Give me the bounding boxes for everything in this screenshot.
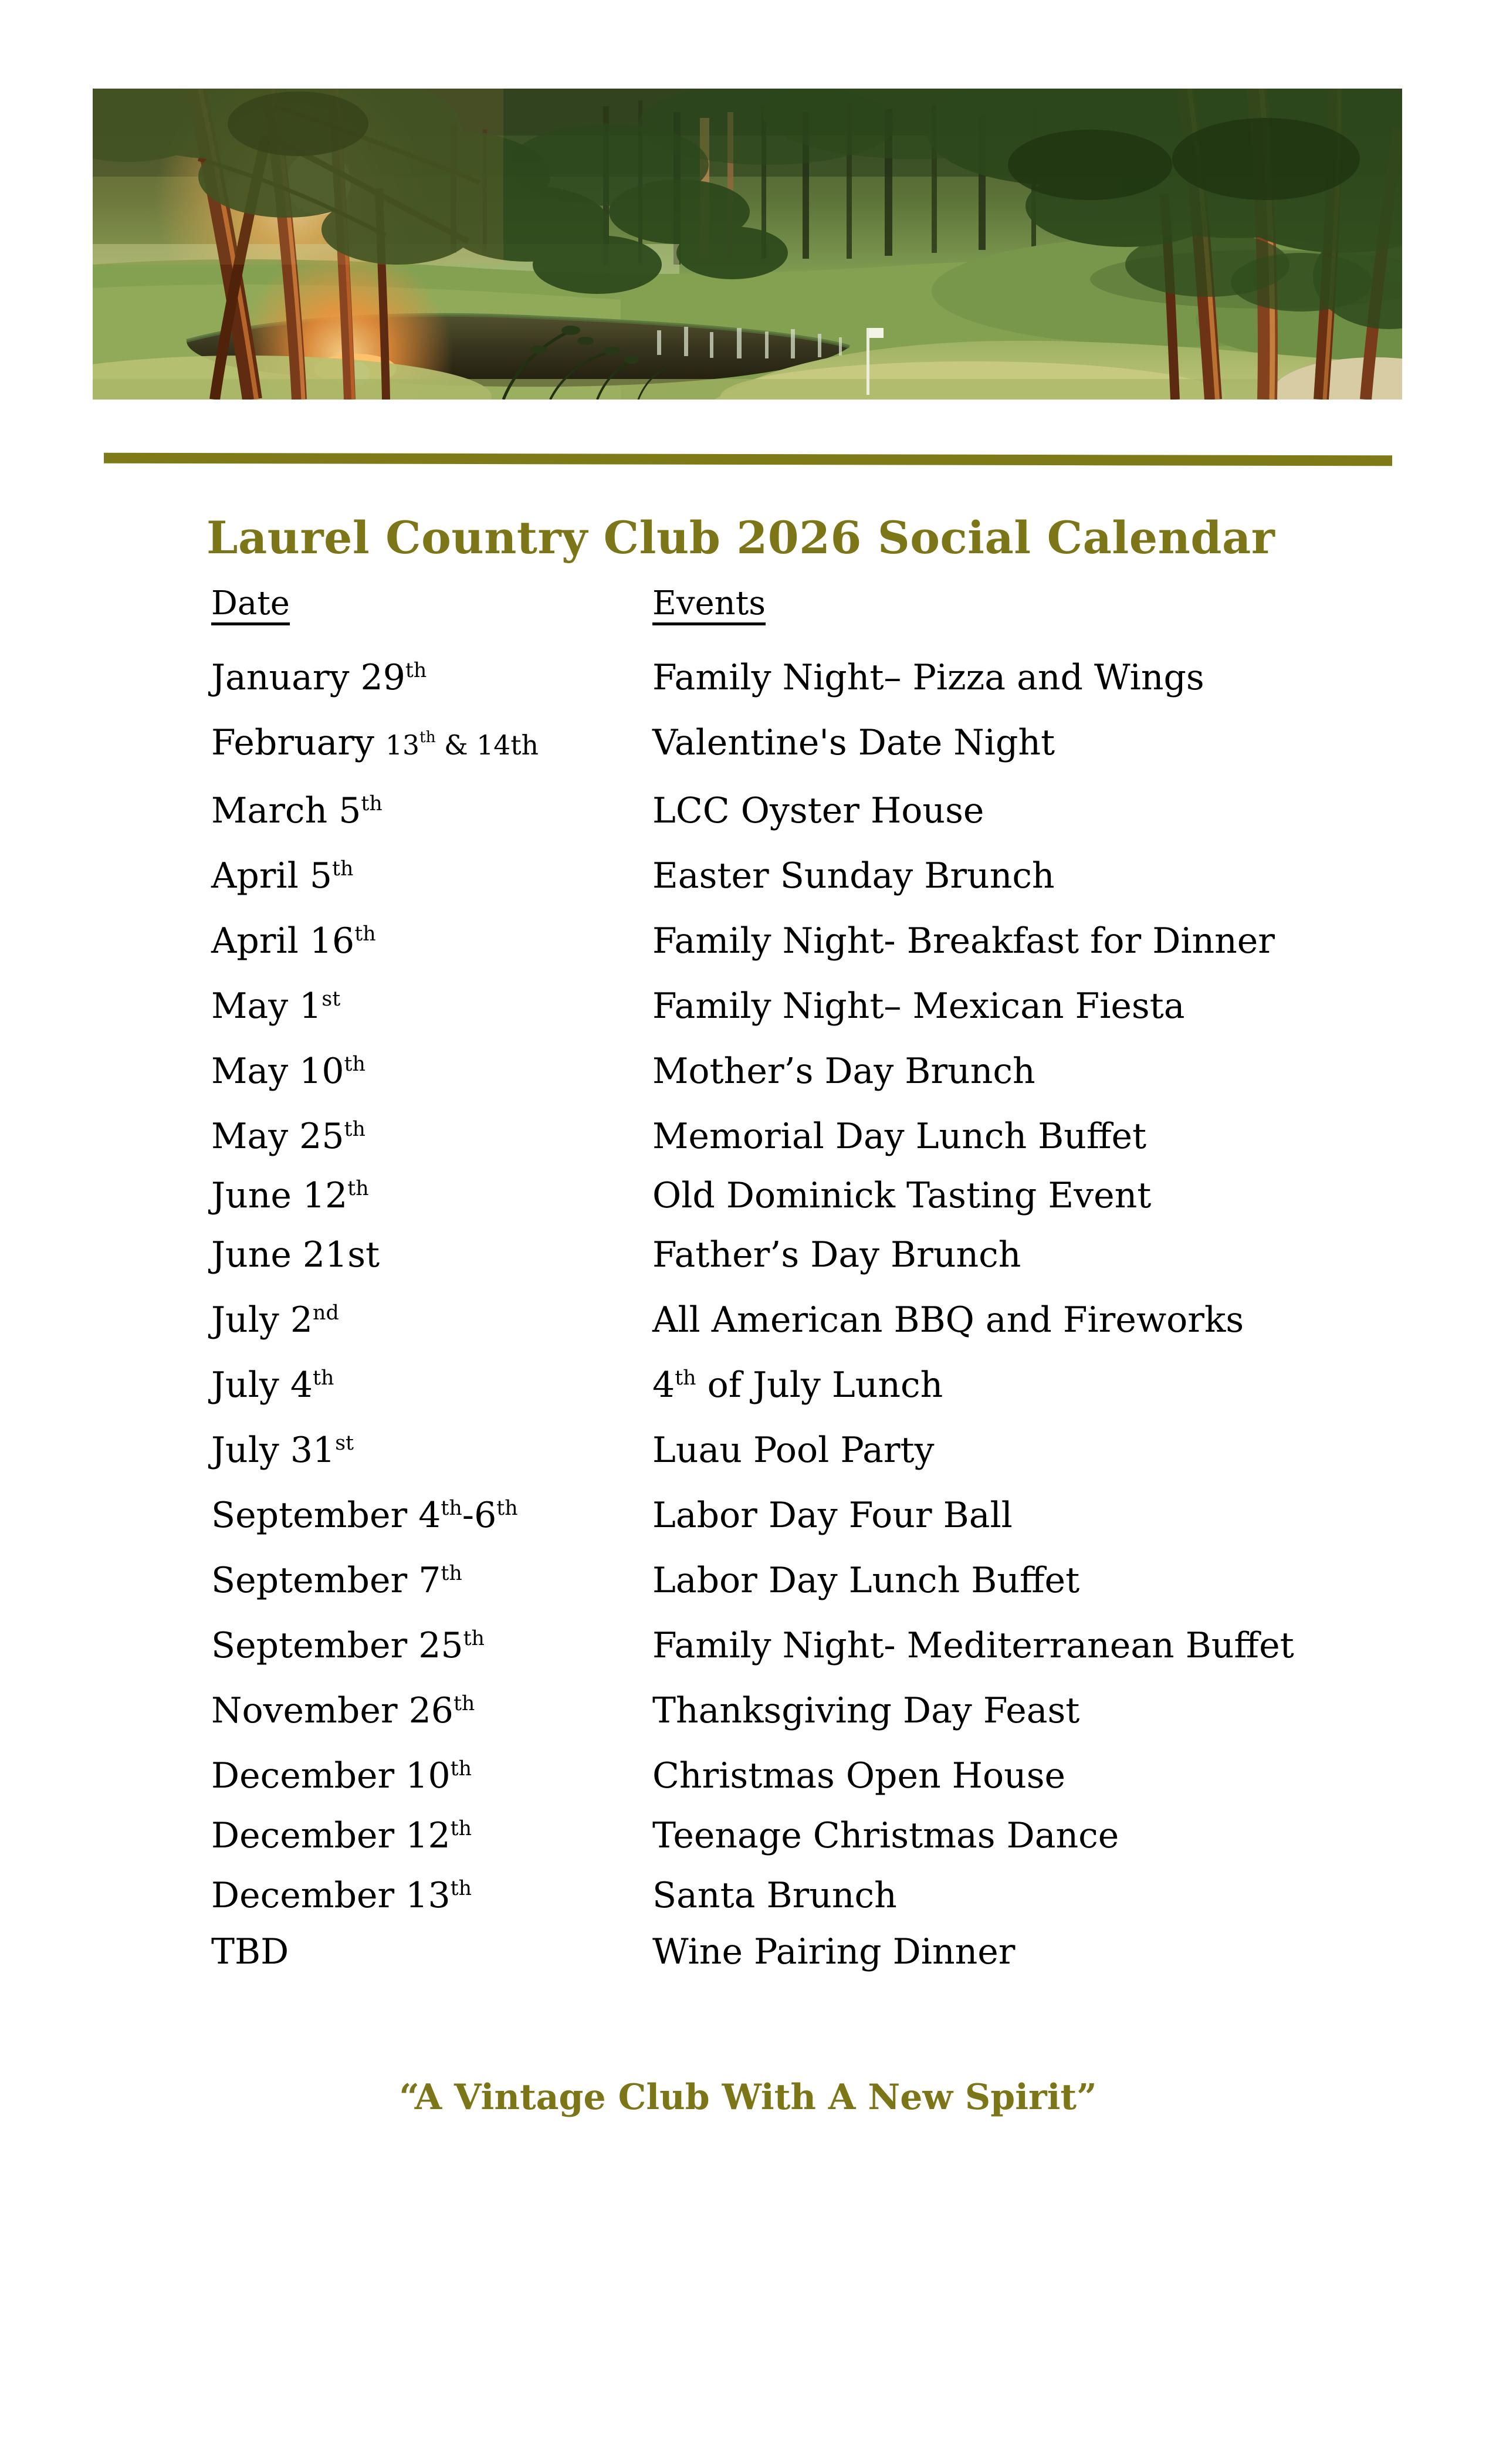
calendar-row	[211, 1561, 1473, 1600]
event-date: July 4th	[211, 1365, 334, 1406]
event-title: Labor Day Lunch Buffet	[652, 1560, 1080, 1601]
event-date: September 4th-6th	[211, 1495, 518, 1536]
event-date: February 13th & 14th	[211, 722, 539, 763]
calendar-row	[211, 1176, 1473, 1215]
event-title: Wine Pairing Dinner	[652, 1931, 1016, 1972]
event-date: May 25th	[211, 1116, 365, 1157]
event-date: April 16th	[211, 920, 376, 962]
event-title: Thanksgiving Day Feast	[652, 1690, 1080, 1731]
event-title: Easter Sunday Brunch	[652, 855, 1055, 896]
page-title: Laurel Country Club 2026 Social Calendar	[207, 512, 1275, 564]
event-title: Santa Brunch	[652, 1875, 897, 1916]
event-date: April 5th	[211, 855, 354, 896]
flag	[869, 328, 884, 338]
event-title: LCC Oyster House	[652, 790, 984, 831]
event-title: All American BBQ and Fireworks	[652, 1299, 1244, 1341]
calendar-row	[211, 1756, 1473, 1795]
event-title: Christmas Open House	[652, 1755, 1066, 1796]
calendar-row	[211, 1932, 1473, 1971]
calendar-row	[211, 791, 1473, 830]
calendar-row	[211, 857, 1473, 895]
calendar-row	[211, 1626, 1473, 1665]
event-title: Family Night- Breakfast for Dinner	[652, 920, 1275, 962]
event-title: Family Night- Mediterranean Buffet	[652, 1625, 1294, 1666]
event-date: TBD	[211, 1931, 289, 1972]
calendar-row	[211, 1117, 1473, 1156]
calendar-row	[211, 1691, 1473, 1730]
event-date: May 1st	[211, 986, 341, 1027]
event-title: 4th of July Lunch	[652, 1365, 943, 1406]
accent-divider-rule	[104, 453, 1392, 466]
column-header-date: Date	[211, 587, 290, 625]
event-title: Old Dominick Tasting Event	[652, 1175, 1152, 1216]
calendar-row	[211, 1496, 1473, 1535]
event-title: Family Night– Mexican Fiesta	[652, 986, 1185, 1027]
column-header-events: Events	[652, 587, 766, 625]
event-date: December 12th	[211, 1815, 472, 1856]
event-title: Mother’s Day Brunch	[652, 1051, 1035, 1092]
event-date: July 2nd	[211, 1299, 339, 1341]
calendar-row	[211, 1052, 1473, 1091]
calendar-column-headers	[211, 584, 766, 625]
calendar-row	[211, 1236, 1473, 1274]
club-tagline: “A Vintage Club With A New Spirit”	[399, 2077, 1097, 2118]
calendar-row	[211, 723, 1473, 765]
golf-course-photo-illustration	[93, 89, 1402, 400]
calendar-row	[211, 987, 1473, 1025]
event-date: March 5th	[211, 790, 383, 831]
event-date: May 10th	[211, 1051, 365, 1092]
event-title: Luau Pool Party	[652, 1430, 935, 1471]
calendar-row	[211, 922, 1473, 960]
event-title: Family Night– Pizza and Wings	[652, 657, 1204, 698]
event-title: Valentine's Date Night	[652, 722, 1055, 763]
event-date: June 21st	[211, 1234, 380, 1275]
golf-course-photo	[93, 89, 1402, 400]
calendar-row	[211, 1431, 1473, 1470]
event-date: December 10th	[211, 1755, 472, 1796]
calendar-row	[211, 1816, 1473, 1855]
event-date: January 29th	[211, 657, 427, 698]
calendar-row	[211, 1366, 1473, 1404]
event-title: Memorial Day Lunch Buffet	[652, 1116, 1147, 1157]
event-date: September 25th	[211, 1625, 485, 1666]
calendar-row	[211, 1301, 1473, 1339]
event-title: Teenage Christmas Dance	[652, 1815, 1119, 1856]
warm-light-tint	[93, 89, 503, 265]
calendar-row	[211, 1876, 1473, 1915]
event-date: November 26th	[211, 1690, 475, 1731]
event-date: July 31st	[211, 1430, 354, 1471]
event-title: Labor Day Four Ball	[652, 1495, 1013, 1536]
calendar-row	[211, 658, 1473, 697]
calendar-rows	[211, 658, 1473, 1971]
event-date: June 12th	[211, 1175, 369, 1216]
event-date: September 7th	[211, 1560, 462, 1601]
event-title: Father’s Day Brunch	[652, 1234, 1021, 1275]
event-date: December 13th	[211, 1875, 472, 1916]
